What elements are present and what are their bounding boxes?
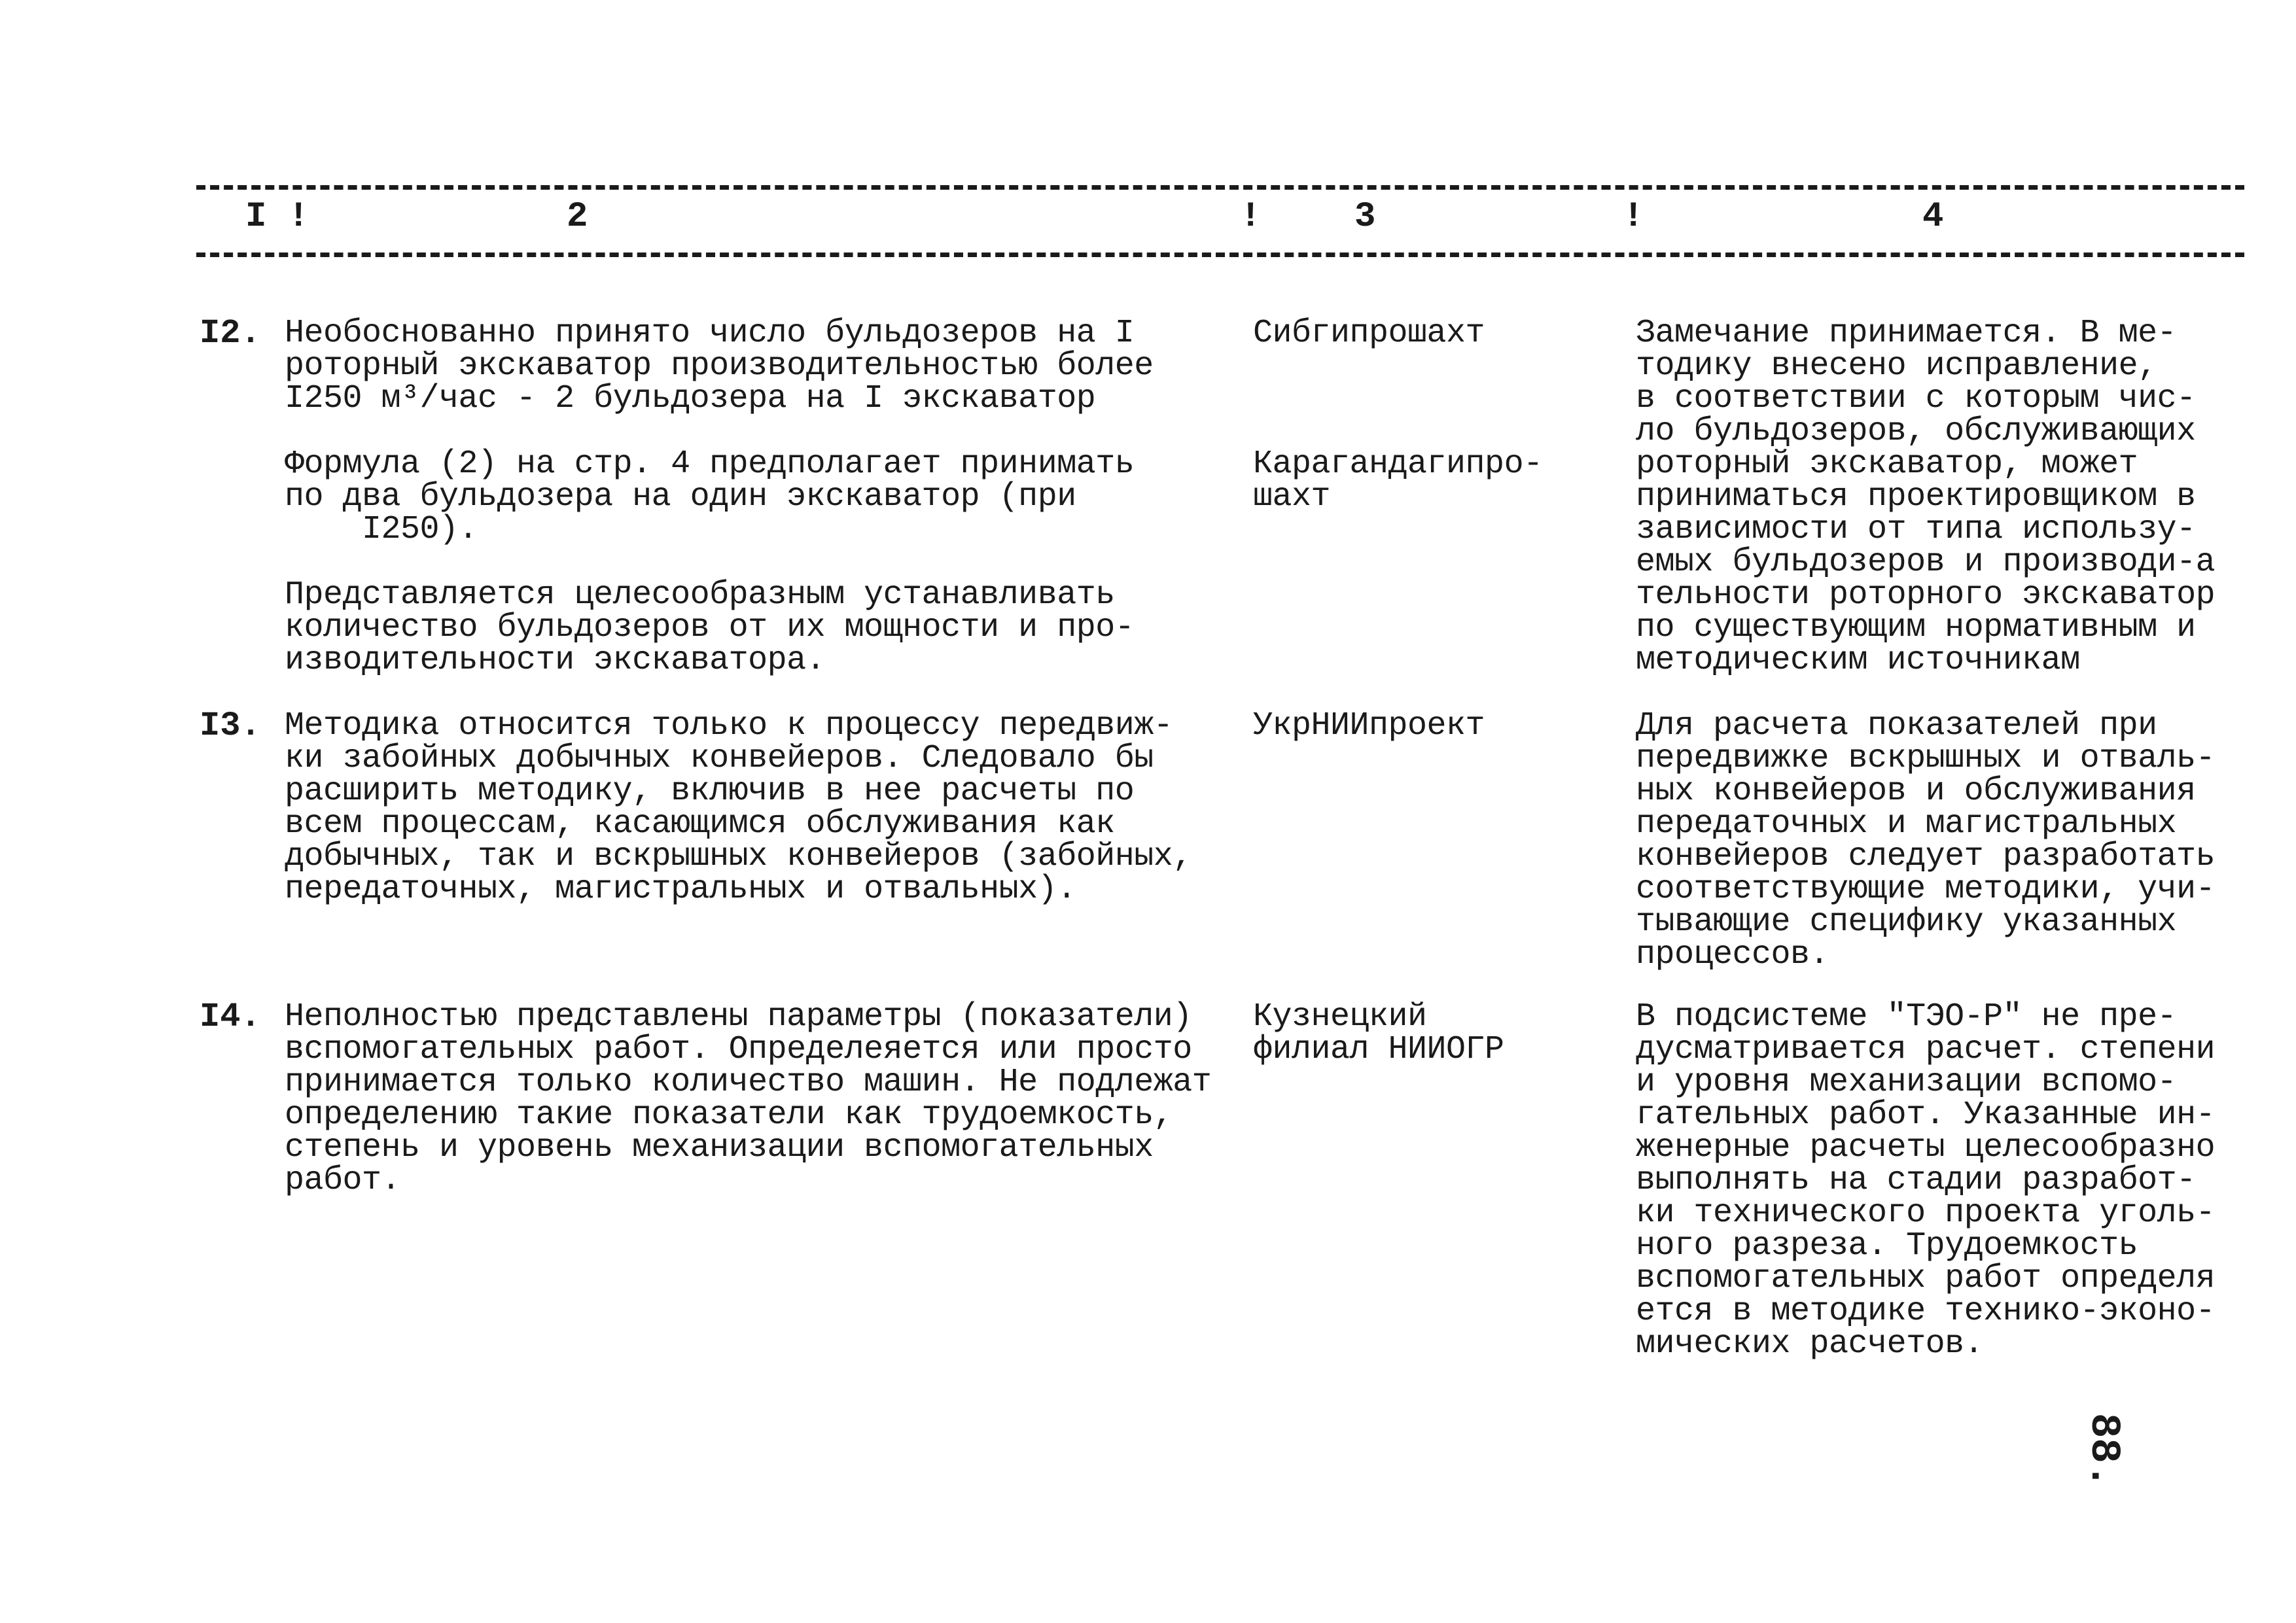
header-col3: 3 [1354, 197, 1376, 237]
row-remark: Представляется целесообразным устанавливать количество бульдозеров от их мощности и про- изводительности экскаватора. [285, 576, 1135, 679]
header-top-rule [196, 185, 2244, 190]
row-number: I3. [200, 707, 261, 745]
header-separator-3: ! [1623, 197, 1644, 237]
row-remark: Необоснованно принято число бульдозеров на I роторный экскаватор производительностью более I250 м³/час - 2 бульдозера на I экскаватор [285, 315, 1154, 417]
row-organization: Кузнецкий филиал НИИОГР [1253, 998, 1504, 1068]
row-number: I2. [200, 314, 261, 353]
header-col4: 4 [1922, 197, 1944, 237]
row-remark: Методика относится только к процессу передвиж- ки забойных добычных конвейеров. Следовало бы расширить методику, включив в нее расчеты по всем процессам, касающимся обслуживания как добычных, так и вскрышных конвейеров (забойных, передаточных, магистральных и отвальных). [285, 707, 1192, 908]
row-remark: Неполностью представлены параметры (показатели) вспомогательных работ. Определеяется или просто принимается только количество машин. Не подлежат определению такие показатели как трудоемкость, степень и уровень механизации вспомогательных работ. [285, 998, 1212, 1199]
header-separator-1: ! [288, 197, 309, 237]
row-response: Замечание принимается. В ме- тодику внесено исправление, в соответствии с которым чис- ло бульдозеров, обслуживающих роторный экскаватор, может приниматься проектировщиком в зависимости от типа использу- емых бульдозеров и производи-а тельности роторного экскаватор по существующим нормативным и методическим источникам [1636, 315, 2216, 679]
header-col2: 2 [567, 197, 588, 237]
header-col1: I [245, 197, 267, 237]
row-organization: Карагандагипро- шахт [1253, 445, 1543, 515]
row-response: Для расчета показателей при передвижке вскрышных и отваль- ных конвейеров и обслуживания передаточных и магистральных конвейеров следует разработать соответствующие методики, учи- тывающие специфику указанных процессов. [1636, 707, 2216, 973]
header-bottom-rule [196, 253, 2244, 257]
page-number: 88. [2079, 1413, 2127, 1489]
row-organization: Сибгипрошахт [1253, 315, 1485, 352]
row-response: В подсистеме "ТЭО-Р" не пре- дусматривается расчет. степени и уровня механизации вспомо- гательных работ. Указанные ин- женерные расчеты целесообразно выполнять на стадии разработ- ки технического проекта уголь- ного разреза. Трудоемкость вспомогательных работ определя ется в методике технико-эконо- мических расчетов. [1636, 998, 2216, 1363]
header-separator-2: ! [1240, 197, 1262, 237]
row-number: I4. [200, 998, 261, 1036]
row-organization: УкрНИИпроект [1253, 707, 1485, 744]
row-remark: Формула (2) на стр. 4 предполагает принимать по два бульдозера на один экскаватор (при I250). [285, 445, 1135, 548]
